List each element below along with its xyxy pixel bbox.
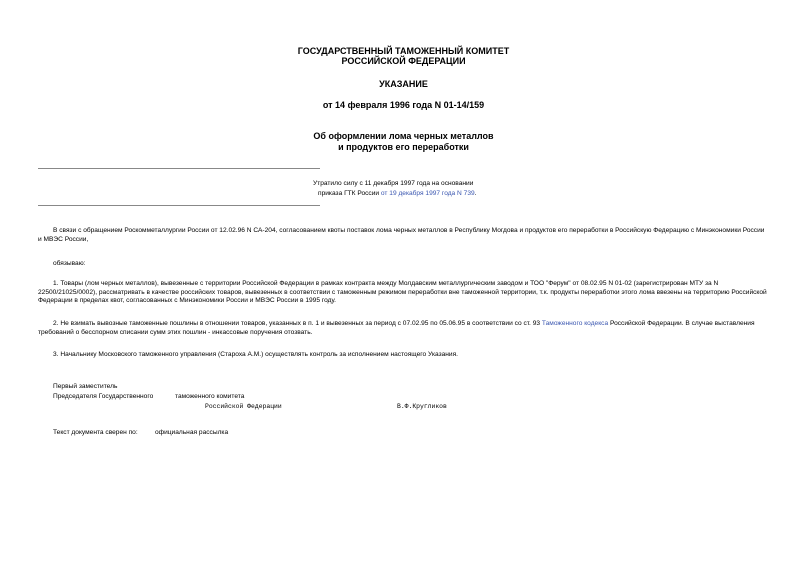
item2-paragraph <box>38 320 769 337</box>
document-date: от 14 февраля 1996 года N 01-14/159 <box>322 100 485 110</box>
item1-paragraph: 1. Товары (лом черных металлов), вывезенные с территории Российской Федерации в рамках контракта между Молдавским металлургическим заводом и ТОО "Ферум" от 08.02.95 N 01-02 (зарегистрирован МТУ за N 22500/21025/0002), рассматривать в качестве российских товаров, вывезенных в соответствии с таможенным режимом переработки вне таможенной территории, т.к. продукты переработки этого лома ввезены на территорию Российской Федерации в пределах квот, согласованных с Минэкономики России и МВЭС России в 1995 году. <box>38 280 767 305</box>
customs-code-link[interactable]: Таможенного кодекса <box>541 320 609 327</box>
item2-suffix: Российской Федерации. В случае выставления требований о бесспорном списании сумм этих пошлин - инкассовые поручения отозвать. <box>38 320 755 336</box>
verified-source-value: официальная рассылка <box>155 429 229 436</box>
obliges-paragraph: обязываю: <box>53 260 86 267</box>
document-type: УКАЗАНИЕ <box>379 79 428 89</box>
agency-title-line1: ГОСУДАРСТВЕННЫЙ ТАМОЖЕННЫЙ КОМИТЕТ <box>297 46 510 56</box>
signature-position-line1: Первый заместитель <box>53 383 118 390</box>
item3-paragraph: 3. Начальнику Московского таможенного управления (Староха А.М.) осуществлять контроль за исполнением настоящего Указания. <box>53 351 458 358</box>
document-subject-line2: и продуктов его переработки <box>338 142 469 152</box>
status-line2-prefix: приказа ГТК России <box>318 190 381 197</box>
intro-paragraph: В связи с обращением Роскомметаллургии России от 12.02.96 N СА-204, согласованием квоты поставок лома черных металлов в Республику Могдова и продуктов его переработки в Российскую Федерацию с Минэкономики России и МВЭС России, <box>38 227 765 243</box>
status-line2 <box>318 190 538 199</box>
verified-source-label: Текст документа сверен по: <box>53 429 138 436</box>
status-line1: Утратило силу с 11 декабря 1997 года на основании <box>313 180 474 187</box>
repeal-order-link[interactable]: от 19 декабря 1997 года N 739 <box>380 190 475 197</box>
signature-position-line2: Председателя Государственного <box>53 393 154 400</box>
status-line2-suffix: . <box>474 190 477 197</box>
signatory-name: В.Ф.Кругликов <box>397 403 447 410</box>
divider-top <box>38 168 320 169</box>
item2-prefix: 2. Не взимать вывозные таможенные пошлины в отношении товаров, указанных в п. 1 и вывезенных за период с 07.02.95 по 05.06.95 в соответствии со ст. 93 <box>53 320 542 327</box>
agency-title-line2: РОССИЙСКОЙ ФЕДЕРАЦИИ <box>341 56 466 66</box>
document-subject-line1: Об оформлении лома черных металлов <box>313 131 494 141</box>
divider-bottom <box>38 205 320 206</box>
signature-position-line3: таможенного комитета <box>175 393 245 400</box>
signature-position-line4: Российской Федерации <box>205 403 282 410</box>
